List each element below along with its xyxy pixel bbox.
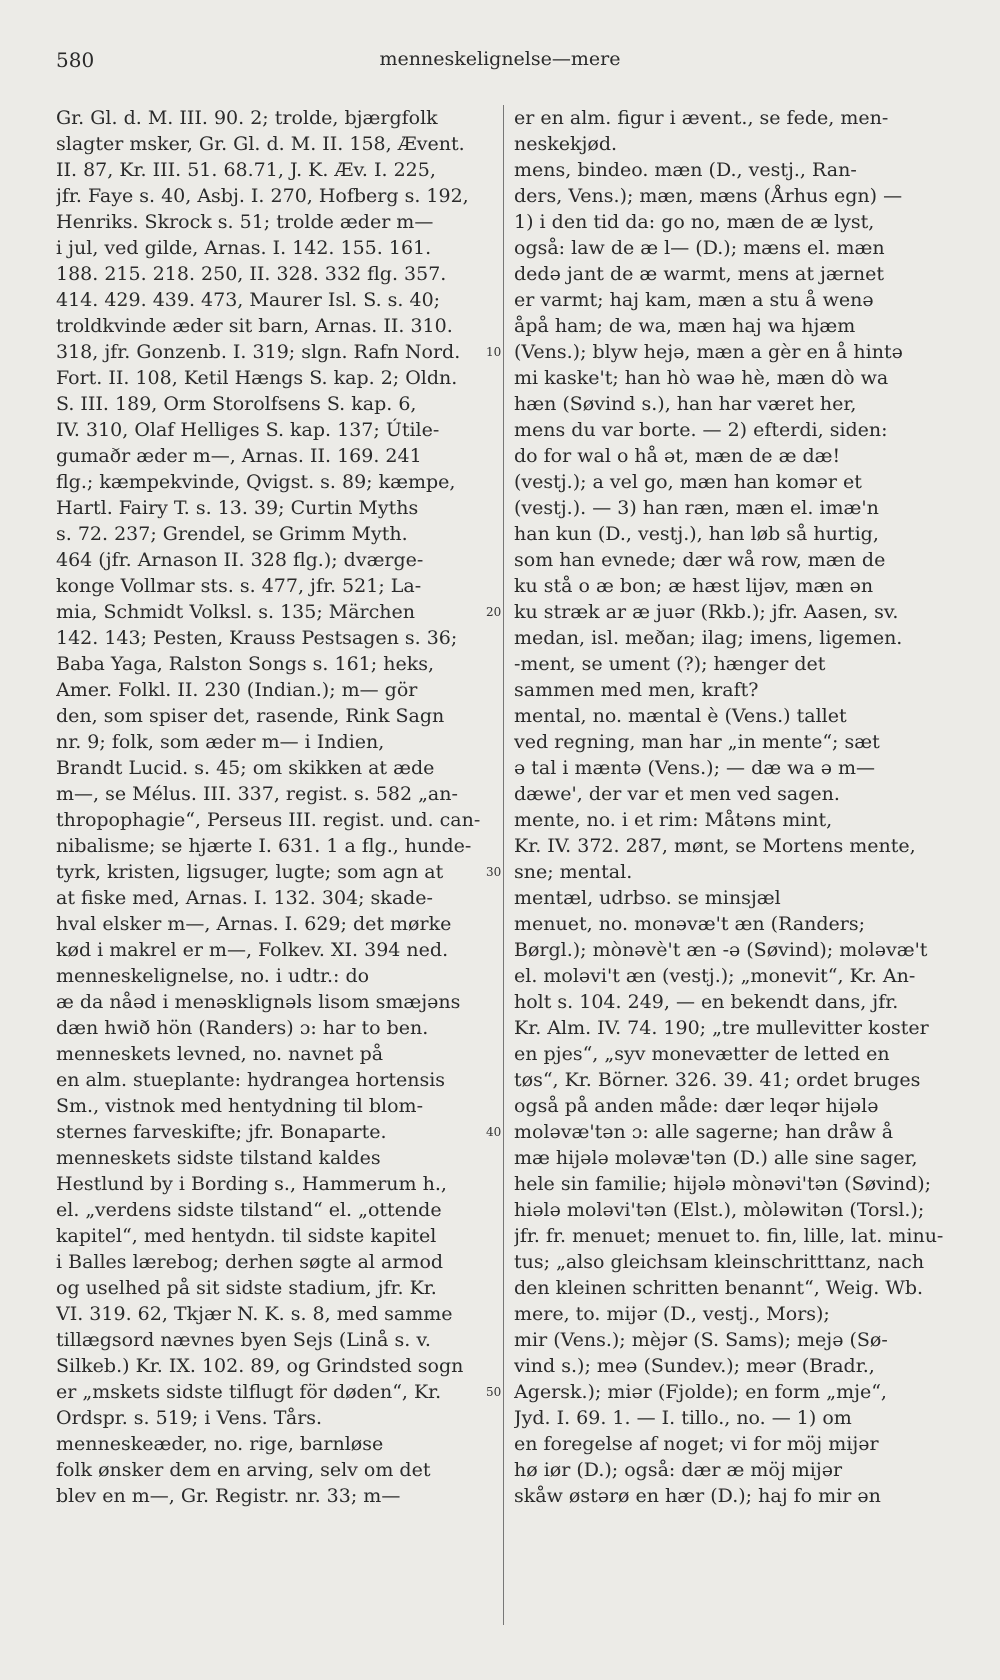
text-line: vind s.); meə (Sundev.); meər (Bradr., <box>514 1355 875 1377</box>
text-line: nr. 9; folk, som æder m— i Indien, <box>56 731 385 753</box>
text-line: hø iør (D.); også: dær æ möj mijər <box>514 1459 843 1481</box>
text-line: el. „verdens sidste tilstand“ el. „ottende <box>56 1199 442 1221</box>
text-line: ved regning, man har „in mente“; sæt <box>514 731 880 753</box>
text-line: han kun (D., vestj.), han løb så hurtig, <box>514 523 879 545</box>
text-line: Børgl.); mònəvè't æn -ə (Søvind); moləvæ't <box>514 939 928 961</box>
text-line: Henriks. Skrock s. 51; trolde æder m— <box>56 211 434 233</box>
text-line: menneskets levned, no. navnet på <box>56 1043 384 1065</box>
text-line: dæn hwið hön (Randers) ɔ: har to ben. <box>56 1017 429 1039</box>
text-line: el. moləvi't æn (vestj.); „monevit“, Kr. An- <box>514 965 916 987</box>
text-line: også på anden måde: dær leqər hijələ <box>514 1095 879 1117</box>
text-line: tyrk, kristen, ligsuger, lugte; som agn at <box>56 861 444 883</box>
text-line: hele sin familie; hijələ mònəvi'tən (Søvind); <box>514 1173 932 1195</box>
text-line: skåw østərø en hær (D.); haj fo mir ən <box>514 1485 881 1507</box>
text-line: æ da nåəd i menəsklignəls lisom smæjəns <box>56 991 461 1013</box>
text-line: en foregelse af noget; vi for möj mijər <box>514 1433 879 1455</box>
text-line: tus; „also gleichsam kleinschritttanz, nach <box>514 1251 925 1273</box>
text-line: 414. 429. 439. 473, Maurer Isl. S. s. 40; <box>56 289 441 311</box>
line-number-marker: 20 <box>486 605 502 619</box>
text-line: troldkvinde æder sit barn, Arnas. II. 310. <box>56 315 453 337</box>
text-line: i Balles lærebog; derhen søgte al armod <box>56 1251 444 1273</box>
text-line: mere, to. mijər (D., vestj., Mors); <box>514 1303 830 1325</box>
text-line: Ordspr. s. 519; i Vens. Tårs. <box>56 1407 323 1429</box>
text-line: slagter msker, Gr. Gl. d. M. II. 158, Ævent. <box>56 133 465 155</box>
text-line: Fort. II. 108, Ketil Hængs S. kap. 2; Oldn. <box>56 367 458 389</box>
text-line: en alm. stueplante: hydrangea hortensis <box>56 1069 446 1091</box>
text-line: tillægsord nævnes byen Sejs (Linå s. v. <box>56 1329 431 1351</box>
left-column <box>56 105 494 1509</box>
text-line: en pjes“, „syv monevætter de letted en <box>514 1043 890 1065</box>
text-line: m—, se Mélus. III. 337, regist. s. 582 „an- <box>56 783 458 805</box>
right-column <box>514 105 950 1509</box>
text-line: Sm., vistnok med hentydning til blom- <box>56 1095 423 1117</box>
text-line: Kr. Alm. IV. 74. 190; „tre mullevitter koster <box>514 1017 929 1039</box>
line-number-marker: 50 <box>486 1385 502 1399</box>
text-line: Amer. Folkl. II. 230 (Indian.); m— gör <box>56 679 418 701</box>
text-line: mens du var borte. — 2) efterdi, siden: <box>514 419 888 441</box>
text-line: kød i makrel er m—, Folkev. XI. 394 ned. <box>56 939 449 961</box>
text-line: IV. 310, Olaf Helliges S. kap. 137; Útile- <box>56 419 440 441</box>
text-line: menneskeæder, no. rige, barnløse <box>56 1433 384 1455</box>
text-line: og uselhed på sit sidste stadium, jfr. Kr. <box>56 1277 437 1299</box>
text-line: dedə jant de æ warmt, mens at jærnet <box>514 263 884 285</box>
text-line: i jul, ved gilde, Arnas. I. 142. 155. 161. <box>56 237 432 259</box>
running-head: menneskelignelse—mere <box>379 48 621 70</box>
text-line: kapitel“, med hentydn. til sidste kapitel <box>56 1225 437 1247</box>
text-line: som han evnede; dær wå row, mæn de <box>514 549 886 571</box>
text-line: mæ hijələ moləvæ'tən (D.) alle sine sager, <box>514 1147 918 1169</box>
text-line: (Vens.); blyw hejə, mæn a gèr en å hintə <box>514 341 903 363</box>
text-line: er „mskets sidste tilflugt för døden“, Kr. <box>56 1381 442 1403</box>
text-line: mi kaske't; han hò waə hè, mæn dò wa <box>514 367 889 389</box>
text-line: menuet, no. monəvæ't æn (Randers; <box>514 913 866 935</box>
text-line: holt s. 104. 249, — en bekendt dans, jfr. <box>514 991 899 1013</box>
line-number-marker: 40 <box>486 1125 502 1139</box>
text-line: Hartl. Fairy T. s. 13. 39; Curtin Myths <box>56 497 419 519</box>
text-line: åpå ham; de wa, mæn haj wa hjæm <box>514 315 856 337</box>
text-line: Jyd. I. 69. 1. — I. tillo., no. — 1) om <box>514 1407 852 1429</box>
text-line: ə tal i mæntə (Vens.); — dæ wa ə m— <box>514 757 876 779</box>
text-line: S. III. 189, Orm Storolfsens S. kap. 6, <box>56 393 417 415</box>
text-line: sne; mental. <box>514 861 633 883</box>
text-line: 188. 215. 218. 250, II. 328. 332 flg. 357. <box>56 263 447 285</box>
text-line: ku stå o æ bon; æ hæst lijəv, mæn ən <box>514 575 874 597</box>
text-line: mens, bindeo. mæn (D., vestj., Ran- <box>514 159 857 181</box>
text-line: den, som spiser det, rasende, Rink Sagn <box>56 705 445 727</box>
text-line: menneskets sidste tilstand kaldes <box>56 1147 381 1169</box>
text-line: neskekjød. <box>514 133 618 155</box>
text-line: dæwe', der var et men ved sagen. <box>514 783 840 805</box>
text-line: 142. 143; Pesten, Krauss Pestsagen s. 36; <box>56 627 458 649</box>
text-line: 1) i den tid da: go no, mæn de æ lyst, <box>514 211 875 233</box>
text-line: Baba Yaga, Ralston Songs s. 161; heks, <box>56 653 434 675</box>
text-line: hval elsker m—, Arnas. I. 629; det mørke <box>56 913 452 935</box>
text-line: ders, Vens.); mæn, mæns (Århus egn) — <box>514 185 903 207</box>
text-line: (vestj.); a vel go, mæn han komər et <box>514 471 862 493</box>
text-line: blev en m—, Gr. Registr. nr. 33; m— <box>56 1485 401 1507</box>
text-line: mia, Schmidt Volksl. s. 135; Märchen <box>56 601 415 623</box>
text-line: konge Vollmar sts. s. 477, jfr. 521; La- <box>56 575 422 597</box>
text-line: ku stræk ar æ juər (Rkb.); jfr. Aasen, sv. <box>514 601 899 623</box>
text-line: jfr. Faye s. 40, Asbj. I. 270, Hofberg s. 192, <box>56 185 469 207</box>
text-line: mentæl, udrbso. se minsjæl <box>514 887 781 909</box>
text-line: flg.; kæmpekvinde, Qvigst. s. 89; kæmpe, <box>56 471 456 493</box>
text-line: -ment, se ument (?); hænger det <box>514 653 826 675</box>
text-line: s. 72. 237; Grendel, se Grimm Myth. <box>56 523 408 545</box>
text-line: også: law de æ l— (D.); mæns el. mæn <box>514 237 885 259</box>
text-line: sternes farveskifte; jfr. Bonaparte. <box>56 1121 387 1143</box>
text-line: 318, jfr. Gonzenb. I. 319; slgn. Rafn Nord. <box>56 341 461 363</box>
text-line: tøs“, Kr. Börner. 326. 39. 41; ordet bruges <box>514 1069 921 1091</box>
text-line: Kr. IV. 372. 287, mønt, se Mortens mente, <box>514 835 916 857</box>
text-line: den kleinen schritten benannt“, Weig. Wb. <box>514 1277 924 1299</box>
text-line: at fiske med, Arnas. I. 132. 304; skade- <box>56 887 433 909</box>
text-line: menneskelignelse, no. i udtr.: do <box>56 965 370 987</box>
text-line: thropophagie“, Perseus III. regist. und. can- <box>56 809 481 831</box>
text-line: nibalisme; se hjærte I. 631. 1 a flg., hunde- <box>56 835 472 857</box>
text-line: II. 87, Kr. III. 51. 68.71, J. K. Æv. I. 225, <box>56 159 436 181</box>
text-line: Silkeb.) Kr. IX. 102. 89, og Grindsted sogn <box>56 1355 464 1377</box>
text-line: (vestj.). — 3) han ræn, mæn el. imæ'n <box>514 497 879 519</box>
text-line: hæn (Søvind s.), han har været her, <box>514 393 857 415</box>
text-line: mente, no. i et rim: Måtəns mint, <box>514 809 833 831</box>
text-line: Brandt Lucid. s. 45; om skikken at æde <box>56 757 435 779</box>
line-number-marker: 10 <box>486 345 502 359</box>
text-line: er en alm. figur i ævent., se fede, men- <box>514 107 889 129</box>
text-line: folk ønsker dem en arving, selv om det <box>56 1459 431 1481</box>
text-line: moləvæ'tən ɔ: alle sagerne; han dråw å <box>514 1121 894 1143</box>
line-number-marker: 30 <box>486 865 502 879</box>
text-line: Hestlund by i Bording s., Hammerum h., <box>56 1173 447 1195</box>
text-line: Agersk.); miər (Fjolde); en form „mje“, <box>514 1381 887 1403</box>
text-line: er varmt; haj kam, mæn a stu å wenə <box>514 289 874 311</box>
text-line: VI. 319. 62, Tkjær N. K. s. 8, med samme <box>56 1303 453 1325</box>
page-number: 580 <box>56 48 95 72</box>
text-line: medan, isl. meðan; ilag; imens, ligemen. <box>514 627 903 649</box>
text-line: mental, no. mæntal è (Vens.) tallet <box>514 705 847 727</box>
text-line: sammen med men, kraft? <box>514 679 759 701</box>
text-line: jfr. fr. menuet; menuet to. fin, lille, lat. minu- <box>514 1225 944 1247</box>
text-line: Gr. Gl. d. M. III. 90. 2; trolde, bjærgfolk <box>56 107 438 129</box>
text-line: do for wal o hå ət, mæn de æ dæ! <box>514 445 841 467</box>
text-line: mir (Vens.); mèjər (S. Sams); mejə (Sø- <box>514 1329 888 1351</box>
text-line: gumaðr æder m—, Arnas. II. 169. 241 <box>56 445 422 467</box>
column-rule <box>503 105 504 1625</box>
text-line: 464 (jfr. Arnason II. 328 flg.); dværge- <box>56 549 424 571</box>
text-line: hiələ moləvi'tən (Elst.), mòləwitən (Torsl.); <box>514 1199 925 1221</box>
